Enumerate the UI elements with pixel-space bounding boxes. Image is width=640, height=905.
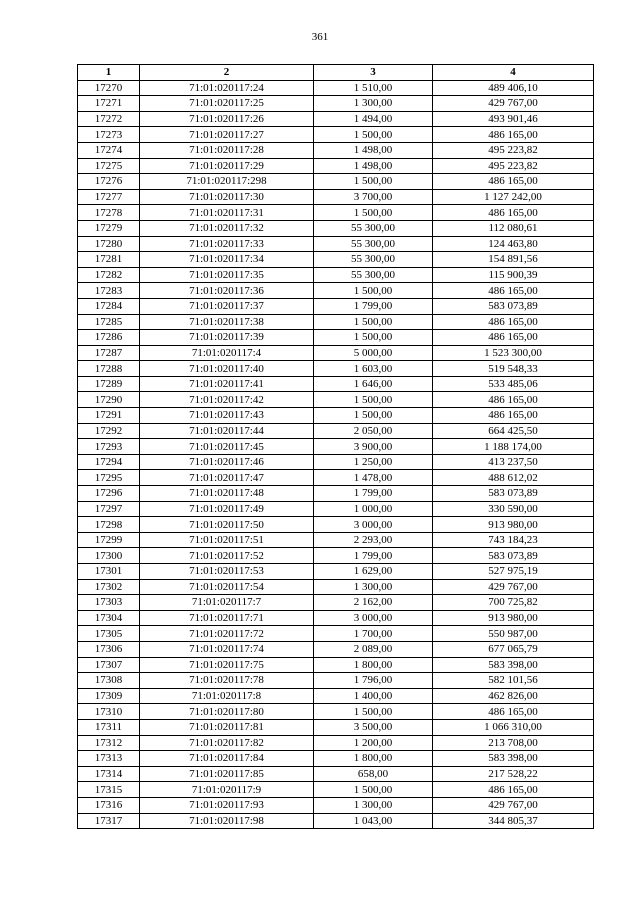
value-cell: 115 900,39 xyxy=(433,267,594,283)
table-row xyxy=(78,486,594,502)
value-cell: 486 165,00 xyxy=(433,314,594,330)
value-cell: 582 101,56 xyxy=(433,673,594,689)
cadastral-number-cell: 71:01:020117:4 xyxy=(140,345,314,361)
area-cell: 1 478,00 xyxy=(314,470,433,486)
table-row xyxy=(78,127,594,143)
cadastral-number-cell: 71:01:020117:8 xyxy=(140,688,314,704)
row-number-cell: 17297 xyxy=(78,501,140,517)
area-cell: 3 000,00 xyxy=(314,517,433,533)
value-cell: 913 980,00 xyxy=(433,517,594,533)
table-row xyxy=(78,564,594,580)
area-cell: 5 000,00 xyxy=(314,345,433,361)
value-cell: 112 080,61 xyxy=(433,220,594,236)
page-number: 361 xyxy=(311,31,329,43)
area-cell: 1 629,00 xyxy=(314,564,433,580)
row-number-cell: 17315 xyxy=(78,782,140,798)
table-row xyxy=(78,454,594,470)
cadastral-number-cell: 71:01:020117:37 xyxy=(140,298,314,314)
area-cell: 1 500,00 xyxy=(314,205,433,221)
value-cell: 495 223,82 xyxy=(433,158,594,174)
table-row xyxy=(78,470,594,486)
table-row xyxy=(78,392,594,408)
area-cell: 1 646,00 xyxy=(314,376,433,392)
area-cell: 1 043,00 xyxy=(314,813,433,829)
area-cell: 1 799,00 xyxy=(314,548,433,564)
column-header-4: 4 xyxy=(433,65,594,81)
table-row xyxy=(78,517,594,533)
area-cell: 1 494,00 xyxy=(314,111,433,127)
table-row xyxy=(78,376,594,392)
cadastral-number-cell: 71:01:020117:36 xyxy=(140,283,314,299)
table-row xyxy=(78,220,594,236)
value-cell: 330 590,00 xyxy=(433,501,594,517)
value-cell: 493 901,46 xyxy=(433,111,594,127)
table-row xyxy=(78,579,594,595)
value-cell: 583 073,89 xyxy=(433,548,594,564)
row-number-cell: 17308 xyxy=(78,673,140,689)
cadastral-number-cell: 71:01:020117:74 xyxy=(140,641,314,657)
value-cell: 495 223,82 xyxy=(433,142,594,158)
row-number-cell: 17304 xyxy=(78,610,140,626)
table-row xyxy=(78,158,594,174)
row-number-cell: 17303 xyxy=(78,595,140,611)
value-cell: 519 548,33 xyxy=(433,361,594,377)
row-number-cell: 17278 xyxy=(78,205,140,221)
area-cell: 2 162,00 xyxy=(314,595,433,611)
column-header-3: 3 xyxy=(314,65,433,81)
area-cell: 658,00 xyxy=(314,766,433,782)
row-number-cell: 17279 xyxy=(78,220,140,236)
area-cell: 55 300,00 xyxy=(314,252,433,268)
table-row xyxy=(78,330,594,346)
row-number-cell: 17306 xyxy=(78,641,140,657)
row-number-cell: 17300 xyxy=(78,548,140,564)
row-number-cell: 17272 xyxy=(78,111,140,127)
area-cell: 1 500,00 xyxy=(314,330,433,346)
cadastral-number-cell: 71:01:020117:39 xyxy=(140,330,314,346)
row-number-cell: 17287 xyxy=(78,345,140,361)
cadastral-number-cell: 71:01:020117:26 xyxy=(140,111,314,127)
cadastral-number-cell: 71:01:020117:33 xyxy=(140,236,314,252)
value-cell: 486 165,00 xyxy=(433,127,594,143)
cadastral-number-cell: 71:01:020117:32 xyxy=(140,220,314,236)
value-cell: 486 165,00 xyxy=(433,704,594,720)
area-cell: 3 000,00 xyxy=(314,610,433,626)
row-number-cell: 17288 xyxy=(78,361,140,377)
value-cell: 583 398,00 xyxy=(433,657,594,673)
row-number-cell: 17307 xyxy=(78,657,140,673)
cadastral-number-cell: 71:01:020117:27 xyxy=(140,127,314,143)
area-cell: 1 800,00 xyxy=(314,751,433,767)
value-cell: 429 767,00 xyxy=(433,579,594,595)
value-cell: 583 073,89 xyxy=(433,486,594,502)
cadastral-number-cell: 71:01:020117:34 xyxy=(140,252,314,268)
cadastral-number-cell: 71:01:020117:31 xyxy=(140,205,314,221)
table-row xyxy=(78,610,594,626)
row-number-cell: 17284 xyxy=(78,298,140,314)
cadastral-number-cell: 71:01:020117:41 xyxy=(140,376,314,392)
value-cell: 429 767,00 xyxy=(433,96,594,112)
area-cell: 1 200,00 xyxy=(314,735,433,751)
table-body xyxy=(78,80,594,829)
area-cell: 3 500,00 xyxy=(314,719,433,735)
table-row xyxy=(78,766,594,782)
area-cell: 1 799,00 xyxy=(314,298,433,314)
cadastral-number-cell: 71:01:020117:7 xyxy=(140,595,314,611)
table-row xyxy=(78,189,594,205)
value-cell: 700 725,82 xyxy=(433,595,594,611)
area-cell: 1 498,00 xyxy=(314,158,433,174)
row-number-cell: 17289 xyxy=(78,376,140,392)
row-number-cell: 17283 xyxy=(78,283,140,299)
value-cell: 486 165,00 xyxy=(433,408,594,424)
cadastral-number-cell: 71:01:020117:78 xyxy=(140,673,314,689)
header-row xyxy=(78,65,594,81)
table-row xyxy=(78,408,594,424)
table-row xyxy=(78,252,594,268)
area-cell: 1 500,00 xyxy=(314,283,433,299)
cadastral-number-cell: 71:01:020117:44 xyxy=(140,423,314,439)
table-row xyxy=(78,283,594,299)
row-number-cell: 17271 xyxy=(78,96,140,112)
area-cell: 1 796,00 xyxy=(314,673,433,689)
area-cell: 55 300,00 xyxy=(314,267,433,283)
cadastral-number-cell: 71:01:020117:25 xyxy=(140,96,314,112)
area-cell: 1 500,00 xyxy=(314,408,433,424)
value-cell: 486 165,00 xyxy=(433,392,594,408)
table-row xyxy=(78,813,594,829)
row-number-cell: 17294 xyxy=(78,454,140,470)
row-number-cell: 17296 xyxy=(78,486,140,502)
value-cell: 124 463,80 xyxy=(433,236,594,252)
row-number-cell: 17295 xyxy=(78,470,140,486)
registry-table xyxy=(77,64,594,829)
cadastral-number-cell: 71:01:020117:38 xyxy=(140,314,314,330)
table-row xyxy=(78,673,594,689)
table-row xyxy=(78,657,594,673)
cadastral-number-cell: 71:01:020117:30 xyxy=(140,189,314,205)
value-cell: 462 826,00 xyxy=(433,688,594,704)
cadastral-number-cell: 71:01:020117:98 xyxy=(140,813,314,829)
table-row xyxy=(78,641,594,657)
area-cell: 1 500,00 xyxy=(314,782,433,798)
value-cell: 664 425,50 xyxy=(433,423,594,439)
table-row xyxy=(78,361,594,377)
value-cell: 217 528,22 xyxy=(433,766,594,782)
value-cell: 1 188 174,00 xyxy=(433,439,594,455)
value-cell: 533 485,06 xyxy=(433,376,594,392)
table-row xyxy=(78,501,594,517)
row-number-cell: 17301 xyxy=(78,564,140,580)
value-cell: 486 165,00 xyxy=(433,330,594,346)
value-cell: 1 523 300,00 xyxy=(433,345,594,361)
cadastral-number-cell: 71:01:020117:54 xyxy=(140,579,314,595)
area-cell: 2 050,00 xyxy=(314,423,433,439)
area-cell: 1 250,00 xyxy=(314,454,433,470)
row-number-cell: 17312 xyxy=(78,735,140,751)
cadastral-number-cell: 71:01:020117:29 xyxy=(140,158,314,174)
value-cell: 213 708,00 xyxy=(433,735,594,751)
cadastral-number-cell: 71:01:020117:80 xyxy=(140,704,314,720)
row-number-cell: 17276 xyxy=(78,174,140,190)
table-row xyxy=(78,704,594,720)
value-cell: 583 398,00 xyxy=(433,751,594,767)
row-number-cell: 17281 xyxy=(78,252,140,268)
cadastral-number-cell: 71:01:020117:42 xyxy=(140,392,314,408)
cadastral-number-cell: 71:01:020117:93 xyxy=(140,797,314,813)
value-cell: 1 066 310,00 xyxy=(433,719,594,735)
row-number-cell: 17277 xyxy=(78,189,140,205)
cadastral-number-cell: 71:01:020117:48 xyxy=(140,486,314,502)
cadastral-number-cell: 71:01:020117:46 xyxy=(140,454,314,470)
cadastral-number-cell: 71:01:020117:84 xyxy=(140,751,314,767)
cadastral-number-cell: 71:01:020117:298 xyxy=(140,174,314,190)
cadastral-number-cell: 71:01:020117:75 xyxy=(140,657,314,673)
table-row xyxy=(78,688,594,704)
area-cell: 55 300,00 xyxy=(314,236,433,252)
row-number-cell: 17302 xyxy=(78,579,140,595)
table-row xyxy=(78,797,594,813)
column-header-2: 2 xyxy=(140,65,314,81)
value-cell: 913 980,00 xyxy=(433,610,594,626)
value-cell: 486 165,00 xyxy=(433,205,594,221)
cadastral-number-cell: 71:01:020117:82 xyxy=(140,735,314,751)
table-row xyxy=(78,719,594,735)
table-row xyxy=(78,314,594,330)
area-cell: 1 510,00 xyxy=(314,80,433,96)
table-row xyxy=(78,548,594,564)
value-cell: 550 987,00 xyxy=(433,626,594,642)
table-row xyxy=(78,174,594,190)
value-cell: 583 073,89 xyxy=(433,298,594,314)
value-cell: 488 612,02 xyxy=(433,470,594,486)
table-row xyxy=(78,111,594,127)
cadastral-number-cell: 71:01:020117:45 xyxy=(140,439,314,455)
area-cell: 1 300,00 xyxy=(314,96,433,112)
cadastral-number-cell: 71:01:020117:52 xyxy=(140,548,314,564)
table-row xyxy=(78,782,594,798)
row-number-cell: 17314 xyxy=(78,766,140,782)
cadastral-number-cell: 71:01:020117:43 xyxy=(140,408,314,424)
table-row xyxy=(78,142,594,158)
row-number-cell: 17290 xyxy=(78,392,140,408)
table-row xyxy=(78,626,594,642)
cadastral-number-cell: 71:01:020117:51 xyxy=(140,532,314,548)
row-number-cell: 17282 xyxy=(78,267,140,283)
value-cell: 486 165,00 xyxy=(433,283,594,299)
table-row xyxy=(78,80,594,96)
area-cell: 3 700,00 xyxy=(314,189,433,205)
value-cell: 489 406,10 xyxy=(433,80,594,96)
area-cell: 1 500,00 xyxy=(314,704,433,720)
cadastral-number-cell: 71:01:020117:81 xyxy=(140,719,314,735)
row-number-cell: 17317 xyxy=(78,813,140,829)
cadastral-number-cell: 71:01:020117:85 xyxy=(140,766,314,782)
row-number-cell: 17299 xyxy=(78,532,140,548)
cadastral-number-cell: 71:01:020117:72 xyxy=(140,626,314,642)
row-number-cell: 17310 xyxy=(78,704,140,720)
cadastral-number-cell: 71:01:020117:50 xyxy=(140,517,314,533)
area-cell: 1 000,00 xyxy=(314,501,433,517)
value-cell: 413 237,50 xyxy=(433,454,594,470)
row-number-cell: 17309 xyxy=(78,688,140,704)
row-number-cell: 17313 xyxy=(78,751,140,767)
row-number-cell: 17293 xyxy=(78,439,140,455)
value-cell: 344 805,37 xyxy=(433,813,594,829)
table-row xyxy=(78,532,594,548)
area-cell: 2 293,00 xyxy=(314,532,433,548)
cadastral-number-cell: 71:01:020117:71 xyxy=(140,610,314,626)
value-cell: 677 065,79 xyxy=(433,641,594,657)
column-header-1: 1 xyxy=(78,65,140,81)
row-number-cell: 17291 xyxy=(78,408,140,424)
row-number-cell: 17305 xyxy=(78,626,140,642)
table-row xyxy=(78,298,594,314)
area-cell: 1 800,00 xyxy=(314,657,433,673)
cadastral-number-cell: 71:01:020117:53 xyxy=(140,564,314,580)
table-row xyxy=(78,96,594,112)
area-cell: 1 498,00 xyxy=(314,142,433,158)
table-header xyxy=(78,65,594,81)
cadastral-number-cell: 71:01:020117:24 xyxy=(140,80,314,96)
row-number-cell: 17292 xyxy=(78,423,140,439)
value-cell: 486 165,00 xyxy=(433,782,594,798)
cadastral-number-cell: 71:01:020117:40 xyxy=(140,361,314,377)
row-number-cell: 17270 xyxy=(78,80,140,96)
cadastral-number-cell: 71:01:020117:9 xyxy=(140,782,314,798)
area-cell: 1 300,00 xyxy=(314,797,433,813)
area-cell: 2 089,00 xyxy=(314,641,433,657)
table-row xyxy=(78,439,594,455)
area-cell: 1 400,00 xyxy=(314,688,433,704)
area-cell: 1 799,00 xyxy=(314,486,433,502)
table-row xyxy=(78,345,594,361)
area-cell: 1 603,00 xyxy=(314,361,433,377)
value-cell: 429 767,00 xyxy=(433,797,594,813)
row-number-cell: 17311 xyxy=(78,719,140,735)
table-row xyxy=(78,205,594,221)
table-row xyxy=(78,751,594,767)
value-cell: 743 184,23 xyxy=(433,532,594,548)
value-cell: 527 975,19 xyxy=(433,564,594,580)
cadastral-number-cell: 71:01:020117:47 xyxy=(140,470,314,486)
area-cell: 55 300,00 xyxy=(314,220,433,236)
area-cell: 1 500,00 xyxy=(314,392,433,408)
value-cell: 486 165,00 xyxy=(433,174,594,190)
cadastral-number-cell: 71:01:020117:49 xyxy=(140,501,314,517)
value-cell: 1 127 242,00 xyxy=(433,189,594,205)
row-number-cell: 17274 xyxy=(78,142,140,158)
cadastral-number-cell: 71:01:020117:35 xyxy=(140,267,314,283)
row-number-cell: 17286 xyxy=(78,330,140,346)
area-cell: 1 300,00 xyxy=(314,579,433,595)
row-number-cell: 17285 xyxy=(78,314,140,330)
area-cell: 3 900,00 xyxy=(314,439,433,455)
row-number-cell: 17273 xyxy=(78,127,140,143)
area-cell: 1 500,00 xyxy=(314,127,433,143)
row-number-cell: 17298 xyxy=(78,517,140,533)
table-row xyxy=(78,735,594,751)
row-number-cell: 17275 xyxy=(78,158,140,174)
table-row xyxy=(78,423,594,439)
area-cell: 1 500,00 xyxy=(314,174,433,190)
table-row xyxy=(78,595,594,611)
cadastral-number-cell: 71:01:020117:28 xyxy=(140,142,314,158)
row-number-cell: 17316 xyxy=(78,797,140,813)
value-cell: 154 891,56 xyxy=(433,252,594,268)
table-row xyxy=(78,267,594,283)
row-number-cell: 17280 xyxy=(78,236,140,252)
area-cell: 1 500,00 xyxy=(314,314,433,330)
table-row xyxy=(78,236,594,252)
area-cell: 1 700,00 xyxy=(314,626,433,642)
